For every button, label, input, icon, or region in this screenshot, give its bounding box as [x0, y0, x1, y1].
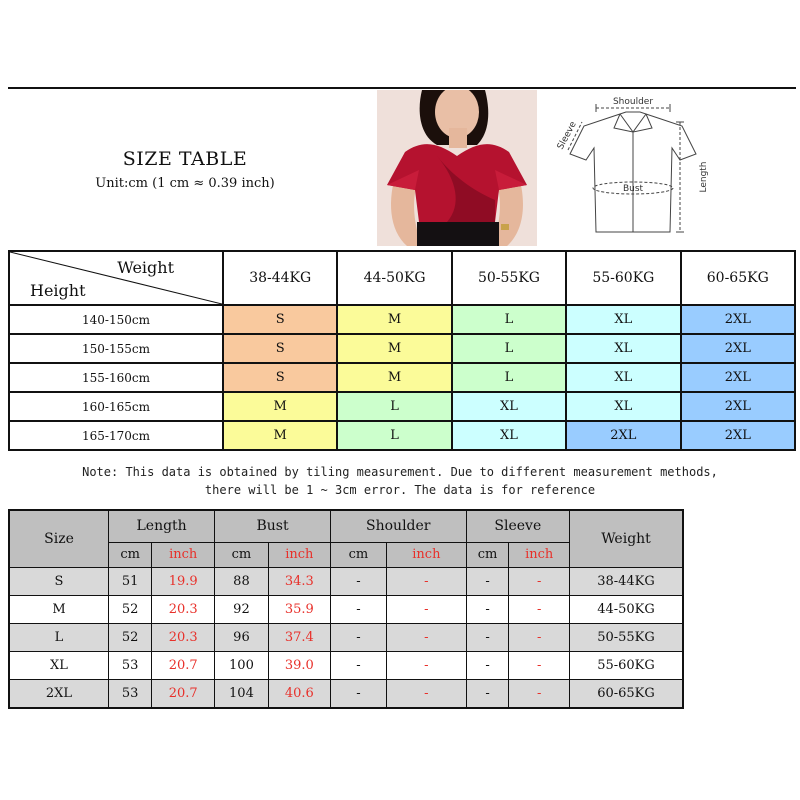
size-cell: S — [223, 334, 337, 363]
weight-col-header: 60-65KG — [681, 251, 795, 305]
size-cell: L — [452, 305, 566, 334]
size-cell: 2XL — [681, 305, 795, 334]
sleeve-inch-cell: - — [509, 567, 570, 595]
length-header: Length — [109, 510, 215, 542]
weight-col-header: 55-60KG — [566, 251, 680, 305]
bust-inch-cell: 35.9 — [268, 595, 330, 623]
sleeve-inch-cell: - — [509, 679, 570, 708]
bust-header: Bust — [215, 510, 331, 542]
size-cell: L — [9, 623, 109, 651]
size-cell: 2XL — [681, 334, 795, 363]
sleeve-cm-cell: - — [466, 623, 509, 651]
shoulder-inch-cell: - — [387, 567, 467, 595]
bust-inch-cell: 39.0 — [268, 651, 330, 679]
bust-cm-cell: 100 — [215, 651, 269, 679]
table-row — [9, 567, 683, 595]
length-inch-cell: 20.7 — [152, 651, 215, 679]
unit-inch: inch — [152, 542, 215, 567]
shoulder-cm-cell: - — [330, 679, 386, 708]
height-cell: 160-165cm — [9, 392, 223, 421]
length-inch-cell: 20.3 — [152, 623, 215, 651]
shoulder-inch-cell: - — [387, 595, 467, 623]
weight-col-header: 50-55KG — [452, 251, 566, 305]
shirt-diagram-icon — [548, 92, 716, 247]
size-cell: M — [337, 305, 451, 334]
length-cm-cell: 52 — [109, 623, 152, 651]
size-cell: M — [223, 421, 337, 450]
shoulder-cm-cell: - — [330, 595, 386, 623]
size-cell: M — [337, 363, 451, 392]
table-row — [9, 623, 683, 651]
length-inch-cell: 20.7 — [152, 679, 215, 708]
height-cell: 150-155cm — [9, 334, 223, 363]
length-cm-cell: 52 — [109, 595, 152, 623]
shoulder-header: Shoulder — [330, 510, 466, 542]
length-cm-cell: 53 — [109, 651, 152, 679]
weight-cell: 60-65KG — [570, 679, 684, 708]
length-inch-cell: 19.9 — [152, 567, 215, 595]
corner-cell — [9, 251, 223, 305]
size-cell: 2XL — [9, 679, 109, 708]
size-cell: 2XL — [566, 421, 680, 450]
size-cell: L — [337, 392, 451, 421]
length-cm-cell: 51 — [109, 567, 152, 595]
product-photo — [377, 90, 537, 246]
size-cell: S — [223, 363, 337, 392]
sleeve-cm-cell: - — [466, 651, 509, 679]
sleeve-cm-cell: - — [466, 595, 509, 623]
corner-height-label: Height — [30, 281, 86, 300]
sleeve-cm-cell: - — [466, 567, 509, 595]
bust-cm-cell: 92 — [215, 595, 269, 623]
bust-cm-cell: 104 — [215, 679, 269, 708]
weight-col-header: 38-44KG — [223, 251, 337, 305]
shoulder-inch-cell: - — [387, 623, 467, 651]
bust-label: Bust — [622, 184, 644, 194]
note-line-1: Note: This data is obtained by tiling measurement. Due to different measurement methods, — [82, 465, 718, 479]
unit-cm: cm — [109, 542, 152, 567]
height-cell: 165-170cm — [9, 421, 223, 450]
shoulder-cm-cell: - — [330, 567, 386, 595]
height-cell: 155-160cm — [9, 363, 223, 392]
sleeve-inch-cell: - — [509, 595, 570, 623]
size-header: Size — [9, 510, 109, 567]
shoulder-inch-cell: - — [387, 651, 467, 679]
size-cell: XL — [566, 305, 680, 334]
size-cell: XL — [566, 334, 680, 363]
weight-cell: 50-55KG — [570, 623, 684, 651]
shoulder-cm-cell: - — [330, 623, 386, 651]
size-cell: XL — [452, 392, 566, 421]
length-inch-cell: 20.3 — [152, 595, 215, 623]
unit-cm: cm — [215, 542, 269, 567]
size-table — [8, 250, 796, 451]
size-cell: M — [337, 334, 451, 363]
size-table-body — [9, 305, 795, 450]
table-row — [9, 679, 683, 708]
measurement-header-row — [9, 510, 683, 542]
size-cell: M — [9, 595, 109, 623]
sleeve-header: Sleeve — [466, 510, 569, 542]
size-cell: XL — [566, 363, 680, 392]
size-cell: XL — [566, 392, 680, 421]
shoulder-label: Shoulder — [612, 97, 654, 107]
bust-cm-cell: 88 — [215, 567, 269, 595]
size-cell: 2XL — [681, 421, 795, 450]
unit-inch: inch — [387, 542, 467, 567]
note-line-2: there will be 1 ~ 3cm error. The data is for reference — [204, 483, 596, 497]
length-cm-cell: 53 — [109, 679, 152, 708]
measurement-diagram — [548, 92, 716, 247]
size-cell: M — [223, 392, 337, 421]
shoulder-cm-cell: - — [330, 651, 386, 679]
size-cell: 2XL — [681, 363, 795, 392]
size-cell: L — [452, 363, 566, 392]
size-cell: L — [337, 421, 451, 450]
measurement-table — [8, 509, 684, 709]
table-row — [9, 363, 795, 392]
weight-header: Weight — [570, 510, 684, 567]
unit-note: Unit:cm (1 cm ≈ 0.39 inch) — [95, 176, 275, 191]
size-table-header — [9, 251, 795, 305]
size-cell: 2XL — [681, 392, 795, 421]
top-divider — [8, 87, 796, 89]
unit-cm: cm — [330, 542, 386, 567]
table-row — [9, 421, 795, 450]
weight-cell: 55-60KG — [570, 651, 684, 679]
model-figure — [377, 90, 537, 246]
sleeve-inch-cell: - — [509, 623, 570, 651]
size-cell: S — [9, 567, 109, 595]
table-row — [9, 334, 795, 363]
size-cell: S — [223, 305, 337, 334]
size-cell: L — [452, 334, 566, 363]
size-cell: XL — [9, 651, 109, 679]
sleeve-label: Sleeve — [555, 120, 579, 152]
sleeve-inch-cell: - — [509, 651, 570, 679]
shoulder-inch-cell: - — [387, 679, 467, 708]
bust-cm-cell: 96 — [215, 623, 269, 651]
table-row — [9, 651, 683, 679]
table-row — [9, 305, 795, 334]
weight-cell: 44-50KG — [570, 595, 684, 623]
measurement-note — [20, 463, 780, 499]
bust-inch-cell: 40.6 — [268, 679, 330, 708]
title-block — [60, 148, 310, 191]
length-label: Length — [699, 161, 709, 193]
bust-inch-cell: 37.4 — [268, 623, 330, 651]
table-row — [9, 595, 683, 623]
size-cell: XL — [452, 421, 566, 450]
page-title: SIZE TABLE — [122, 148, 248, 170]
weight-cell: 38-44KG — [570, 567, 684, 595]
unit-cm: cm — [466, 542, 509, 567]
height-cell: 140-150cm — [9, 305, 223, 334]
measurement-table-body — [9, 567, 683, 708]
unit-inch: inch — [268, 542, 330, 567]
sleeve-cm-cell: - — [466, 679, 509, 708]
table-row — [9, 392, 795, 421]
bust-inch-cell: 34.3 — [268, 567, 330, 595]
corner-weight-label: Weight — [117, 258, 174, 277]
unit-inch: inch — [509, 542, 570, 567]
weight-col-header: 44-50KG — [337, 251, 451, 305]
